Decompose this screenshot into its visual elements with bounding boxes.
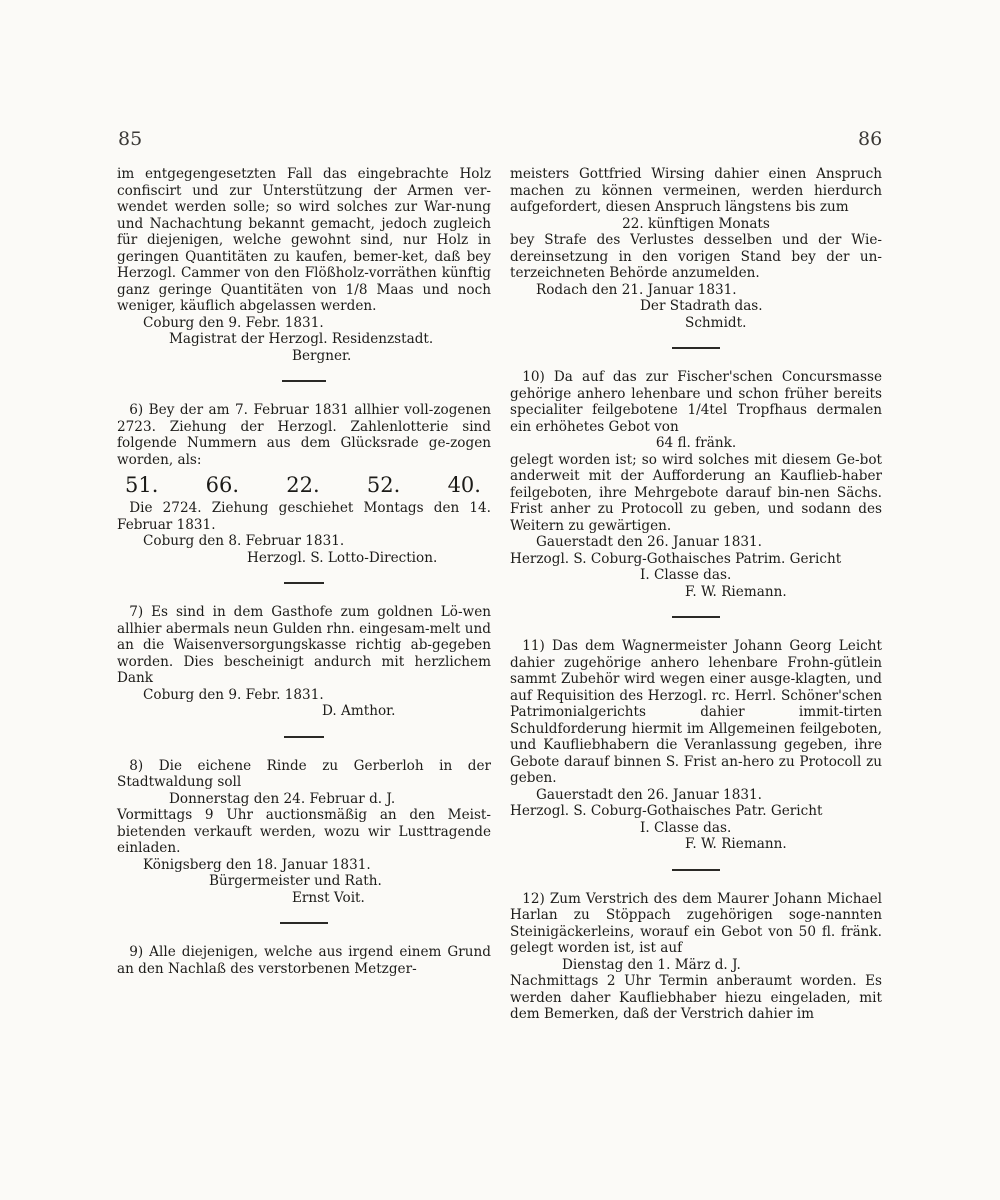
signature-place-date: Gauerstadt den 26. Januar 1831. <box>536 534 762 550</box>
entry-text-after: Die 2724. Ziehung geschiehet Montags den 14. Februar 1831. <box>117 500 491 533</box>
entry-text: meisters Gottfried Wirsing dahier einen Anspruch machen zu können vermeinen, werden hierdurch aufgefordert, diesen Anspruch längstens bis zum <box>510 166 882 215</box>
signature-name: D. Amthor. <box>322 703 396 719</box>
signature-name: Ernst Voit. <box>292 889 365 906</box>
section-divider <box>672 616 720 618</box>
signature-place-date: Coburg den 9. Febr. 1831. <box>143 314 324 331</box>
signature-place-date: Coburg den 9. Febr. 1831. <box>143 686 324 703</box>
lottery-number: 52. <box>366 473 401 497</box>
entry-12-field-auction <box>510 891 882 1023</box>
lottery-number: 40. <box>447 473 481 497</box>
signature-name: Bergner. <box>292 347 352 364</box>
entry-text: 10) Da auf das zur Fischer'schen Concursmasse gehörige anhero lehenbare und schon früher bereits specialiter feilgebotene 1/4tel Tropfhaus dermalen ein erhöhetes Gebot von <box>510 369 882 435</box>
page-number-left: 85 <box>118 128 143 150</box>
entry-7-donation <box>117 604 491 720</box>
signature-class: I. Classe das. <box>640 567 732 583</box>
entry-text-more: gelegt worden ist; so wird solches mit diesem Ge-bot anderweit mit der Aufforderung an Kauflieb-haber feilgeboten, ihre Mehrgebote darauf bin-nen Sächs. Frist anher zu Protocoll zu geben, und sodann des Weitern zu gewärtigen. <box>510 451 882 534</box>
entry-continuation-right <box>510 166 882 331</box>
signature-class: I. Classe das. <box>640 819 732 836</box>
entry-6-lottery <box>117 402 491 566</box>
lottery-number: 22. <box>286 473 320 497</box>
entry-text: 12) Zum Verstrich des dem Maurer Johann Michael Harlan zu Stöppach zugehörigen soge-nannten Steinigäckerleins, worauf ein Gebot von 50 fl. fränk. gelegt worden ist, ist auf <box>510 890 882 956</box>
entry-text-more: Vormittags 9 Uhr auctionsmäßig an den Meist-bietenden verkauft werden, wozu wir Lusttragende einladen. <box>117 807 491 856</box>
entry-text-more: Nachmittags 2 Uhr Termin anberaumt worden. Es werden daher Kaufliebhaber hiezu eingeladen, mit dem Bemerken, daß der Verstrich dahier im <box>510 973 882 1022</box>
left-column <box>117 166 491 977</box>
auction-date: Dienstag den 1. März d. J. <box>562 956 741 973</box>
entry-8-bark-auction <box>117 758 491 907</box>
section-divider <box>284 582 324 584</box>
entry-continuation-left <box>117 166 491 364</box>
signature-authority: Der Stadrath das. <box>640 298 763 314</box>
signature-place-date: Rodach den 21. Januar 1831. <box>536 281 737 298</box>
entry-10-concurs-sale <box>510 369 882 600</box>
right-column <box>510 166 882 1023</box>
signature-place-date: Gauerstadt den 26. Januar 1831. <box>536 786 762 803</box>
auction-date: Donnerstag den 24. Februar d. J. <box>169 790 396 807</box>
entry-text-more: bey Strafe des Verlustes desselben und der Wie-dereinsetzung in den vorigen Stand bey der un-terzeichneten Behörde anzumelden. <box>510 232 882 281</box>
section-divider <box>284 736 324 738</box>
entry-text: 7) Es sind in dem Gasthofe zum goldnen Lö-wen allhier abermals neun Gulden rhn. eingesam-melt und an die Waisenversorgungskasse richtig ab-gegeben worden. Dies bescheinigt andurch mit herzlichem Dank <box>117 604 491 686</box>
section-divider <box>280 922 328 924</box>
entry-11-frohngut-sale <box>510 638 882 853</box>
entry-text: 8) Die eichene Rinde zu Gerberloh in der Stadtwaldung soll <box>117 757 491 790</box>
signature-authority: Herzogl. S. Coburg-Gothaisches Patrim. Gericht <box>510 550 842 567</box>
signature-place-date: Königsberg den 18. Januar 1831. <box>143 856 371 873</box>
signature-place-date: Coburg den 8. Februar 1831. <box>143 533 345 549</box>
bid-amount: 64 fl. fränk. <box>655 435 737 451</box>
lottery-number: 51. <box>125 473 159 497</box>
signature-authority: Magistrat der Herzogl. Residenzstadt. <box>169 331 434 347</box>
signature-name: F. W. Riemann. <box>685 583 787 600</box>
signature-name: F. W. Riemann. <box>685 836 787 852</box>
page-number-right: 86 <box>858 128 883 150</box>
entry-text: 6) Bey der am 7. Februar 1831 allhier voll-zogenen 2723. Ziehung der Herzogl. Zahlenlotterie sind folgende Nummern aus dem Glücksrade ge-zogen worden, als: <box>117 402 491 468</box>
entry-text: 9) Alle diejenigen, welche aus irgend einem Grund an den Nachlaß des verstorbenen Metzger- <box>117 944 491 977</box>
deadline-date: 22. künftigen Monats <box>622 215 770 232</box>
signature-authority: Bürgermeister und Rath. <box>209 873 382 889</box>
section-divider <box>282 380 326 382</box>
section-divider <box>672 347 720 349</box>
signature-name: Schmidt. <box>685 314 747 331</box>
signature-authority: Herzogl. S. Coburg-Gothaisches Patr. Gericht <box>510 803 823 819</box>
section-divider <box>672 869 720 871</box>
signature-authority: Herzogl. S. Lotto-Direction. <box>247 549 438 566</box>
lottery-numbers <box>117 468 491 500</box>
entry-9-estate-claims <box>117 944 491 977</box>
entry-text: 11) Das dem Wagnermeister Johann Georg Leicht dahier zugehörige anhero lehenbare Frohn-gütlein sammt Zubehör wird wegen einer ausge-klagten, und auf Requisition des Herzogl. rc. Herrl. Schöner'schen Patrimonialgerichts dahier immit-tirten Schuldforderung hiermit im Allgemeinen feilgeboten, und Kaufliebhabern die Veranlassung gegeben, ihre Gebote darauf binnen S. Frist an-hero zu Protocoll zu geben. <box>510 638 882 786</box>
lottery-number: 66. <box>205 473 240 497</box>
entry-text: im entgegengesetzten Fall das eingebrachte Holz confiscirt und zur Unterstützung der Armen ver-wendet werden solle; so wird solches zur War-nung und Nachachtung bekannt gemacht, jedoch zugleich für diejenigen, welche gewohnt sind, nur Holz in geringen Quantitäten zu kaufen, bemer-ket, daß bey Herzogl. Cammer von den Flößholz-vorräthen künftig ganz geringe Quantitäten von 1/8 Maas und noch weniger, käuflich abgelassen werden. <box>117 166 491 314</box>
